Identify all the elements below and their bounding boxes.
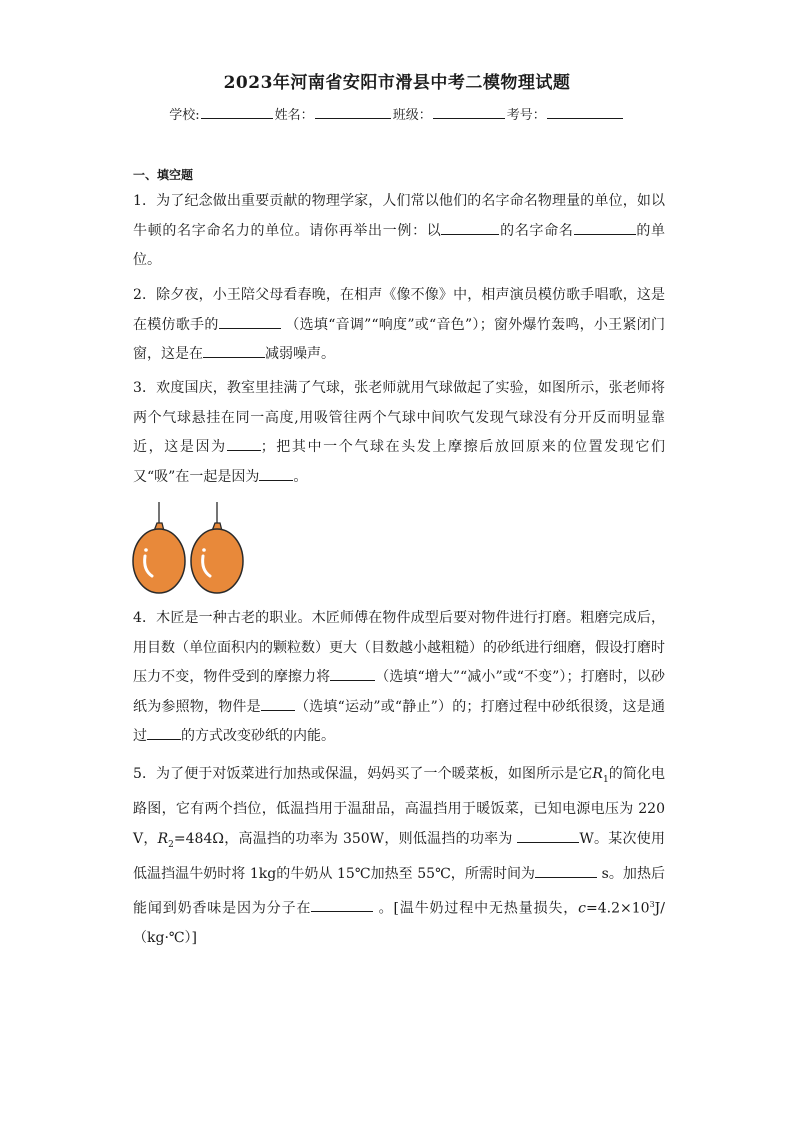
question-4 — [133, 604, 665, 752]
exponent: 3 — [649, 899, 655, 909]
name-label: 姓名： — [274, 108, 314, 123]
q1-text-3: 的单位。 — [133, 222, 666, 268]
q1-text-1: 1．为了纪念做出重要贡献的物理学家，人们常以他们的名字命名物理量的单位，如以牛顿的名字命名力的单位。请你再举出一例：以 — [133, 193, 665, 239]
class-blank[interactable] — [433, 105, 505, 119]
q2-text-2: （选填“音调”“响度”或“音色”）；窗外爆竹轰鸣，小王紧闭门窗，这是在 — [133, 316, 665, 362]
q4-blank-1[interactable] — [330, 666, 375, 681]
q5-text-8: J/（kg·℃）] — [133, 900, 665, 946]
q2-text-1: 2．除夕夜，小王陪父母看春晚，在相声《像不像》中，相声演员模仿歌手唱歌，这是在模仿歌手的 — [133, 287, 665, 333]
q5-blank-3[interactable] — [311, 897, 373, 912]
q2-blank-2[interactable] — [203, 343, 265, 358]
q4-blank-3[interactable] — [147, 725, 181, 740]
q2-blank-1[interactable] — [219, 314, 281, 329]
q5-text-6: 。[温牛奶过程中无热量损失， — [373, 900, 579, 917]
r2-subscript: 2 — [168, 839, 174, 850]
q1-text-2: 的名字命名 — [499, 222, 574, 239]
class-label: 班级： — [392, 108, 432, 123]
student-info-line — [0, 104, 794, 123]
exam-no-label: 考号： — [506, 108, 546, 123]
q2-text-3: 减弱噪声。 — [265, 346, 335, 362]
q3-text-2: ；把其中一个气球在头发上摩擦后放回原来的位置发现它们又“吸”在一起是因为 — [133, 439, 666, 485]
balloons-figure — [128, 502, 252, 598]
r1-symbol: R — [592, 766, 603, 782]
section-title: 一、填空题 — [133, 168, 194, 182]
balloon-right — [191, 502, 243, 593]
q5-text-1: 5．为了便于对饭菜进行加热或保温，妈妈买了一个暖菜板，如图所示是它 — [133, 766, 593, 782]
exam-no-blank[interactable] — [547, 105, 623, 119]
q5-text-5: s。加热后能闻到奶香味是因为分子在 — [133, 866, 665, 917]
r1-subscript: 1 — [602, 774, 609, 785]
q3-text-1: 3．欢度国庆，教室里挂满了气球，张老师就用气球做起了实验，如图所示，张老师将两个气球悬挂在同一高度,用吸管往两个气球中间吹气发现气球没有分开反而明显靠近，这是因为 — [133, 380, 665, 455]
q3-blank-2[interactable] — [259, 466, 293, 481]
question-5 — [133, 760, 665, 953]
q1-blank-1[interactable] — [441, 220, 499, 235]
q3-blank-1[interactable] — [227, 436, 261, 451]
q5-text-2: 的简化电路图，它有两个挡位，低温挡用于温甜品，高温挡用于暖饭菜，已知电源电压为 220 V， — [133, 766, 666, 847]
q5-text-3: =484Ω，高温挡的功率为 350W，则低温挡的功率为 — [173, 830, 518, 847]
question-2 — [133, 281, 665, 370]
q1-blank-2[interactable] — [574, 220, 636, 235]
balloon-left — [133, 502, 185, 593]
name-blank[interactable] — [315, 105, 391, 119]
school-label: 学校: — [169, 108, 200, 123]
school-blank[interactable] — [201, 105, 273, 119]
q5-text-4: W。某次使用低温挡温牛奶时将 1kg的牛奶从 15℃加热至 55℃，所需时间为 — [133, 830, 665, 883]
r2-symbol: R — [157, 830, 169, 847]
c-symbol: c — [578, 900, 587, 917]
q4-text-2: （选填“增大”“减小”或“不变”）；打磨时，以砂纸为参照物，物件是 — [133, 669, 665, 715]
q5-text-7: =4.2×10 — [586, 900, 650, 917]
q4-text-1: 4．木匠是一种古老的职业。木匠师傅在物件成型后要对物件进行打磨。粗磨完成后，用目数（单位面积内的颗粒数）更大（目数越小越粗糙）的砂纸进行细磨，假设打磨时压力不变，物件受到的摩擦力将 — [133, 610, 665, 685]
question-1 — [133, 187, 665, 276]
q4-text-3: （选填“运动”或“静止”）的；打磨过程中砂纸很烫，这是通过 — [133, 698, 665, 744]
q4-blank-2[interactable] — [261, 696, 295, 711]
q5-blank-2[interactable] — [535, 863, 597, 878]
q5-blank-1[interactable] — [517, 828, 579, 843]
q3-text-3: 。 — [293, 468, 308, 485]
q4-text-4: 的方式改变砂纸的内能。 — [181, 728, 335, 744]
question-3 — [133, 374, 665, 492]
page-title: 2023年河南省安阳市滑县中考二模物理试题 — [223, 73, 571, 93]
